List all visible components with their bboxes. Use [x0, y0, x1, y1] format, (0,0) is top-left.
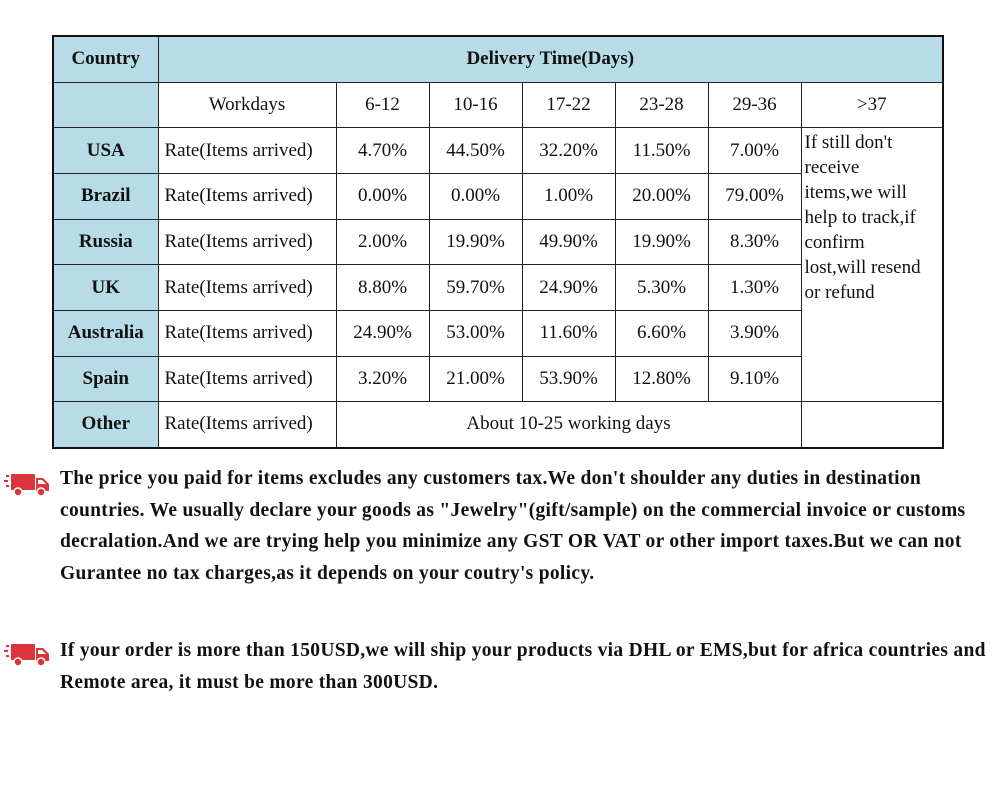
- table-row: [53, 402, 943, 448]
- rate-value: 79.00%: [708, 173, 801, 219]
- workdays-label: Workdays: [158, 82, 336, 128]
- country-cell: USA: [53, 128, 158, 174]
- rate-value: 2.00%: [336, 219, 429, 265]
- rate-value: 4.70%: [336, 128, 429, 174]
- rate-value: 21.00%: [429, 356, 522, 402]
- rate-value: 5.30%: [615, 265, 708, 311]
- delivery-truck-icon: [4, 472, 50, 498]
- rate-value: 44.50%: [429, 128, 522, 174]
- rate-label: Rate(Items arrived): [158, 219, 336, 265]
- rate-value: 11.60%: [522, 310, 615, 356]
- rate-value: 7.00%: [708, 128, 801, 174]
- rate-value: 9.10%: [708, 356, 801, 402]
- note-line: If still don't: [804, 132, 893, 154]
- rate-label: Rate(Items arrived): [158, 173, 336, 219]
- country-cell: Brazil: [53, 173, 158, 219]
- rate-value: 8.30%: [708, 219, 801, 265]
- range-header: >37: [801, 82, 943, 128]
- rate-label: Rate(Items arrived): [158, 128, 336, 174]
- rate-value: 6.60%: [615, 310, 708, 356]
- range-header: 29-36: [708, 82, 801, 128]
- rate-value: 20.00%: [615, 173, 708, 219]
- rate-value: 0.00%: [336, 173, 429, 219]
- tracking-note: [801, 128, 943, 402]
- shipping-notice-text: If your order is more than 150USD,we will ship your products via DHL or EMS,but for africa countries and Remote area, it must be more than 300USD.: [60, 640, 986, 693]
- country-column-header: Country: [53, 36, 158, 82]
- note-line: confirm: [804, 232, 865, 254]
- rate-value: 19.90%: [429, 219, 522, 265]
- country-cell: Spain: [53, 356, 158, 402]
- rate-value: 3.90%: [708, 310, 801, 356]
- range-header: 23-28: [615, 82, 708, 128]
- rate-value: 1.30%: [708, 265, 801, 311]
- country-cell: UK: [53, 265, 158, 311]
- rate-value: 24.90%: [336, 310, 429, 356]
- note-line: receive: [804, 157, 860, 179]
- rate-value: 3.20%: [336, 356, 429, 402]
- tax-notice-text: The price you paid for items excludes any customers tax.We don't shoulder any duties in destination countries. We usually declare your goods as "Jewelry"(gift/sample) on the commercial invoice or customs decralation.And we are trying help you minimize any GST OR VAT or other import taxes.But we can not Gurantee no tax charges,as it depends on your coutry's policy.: [60, 468, 966, 584]
- rate-value: 11.50%: [615, 128, 708, 174]
- rate-value: 0.00%: [429, 173, 522, 219]
- delivery-time-title: Delivery Time(Days): [158, 36, 943, 82]
- delivery-time-table: [52, 35, 944, 449]
- rate-label: Rate(Items arrived): [158, 310, 336, 356]
- rate-label: Rate(Items arrived): [158, 265, 336, 311]
- rate-value: 8.80%: [336, 265, 429, 311]
- country-cell: Russia: [53, 219, 158, 265]
- table-row: [53, 128, 943, 174]
- range-header: 6-12: [336, 82, 429, 128]
- rate-value: 53.90%: [522, 356, 615, 402]
- rate-value: 59.70%: [429, 265, 522, 311]
- rate-value: 1.00%: [522, 173, 615, 219]
- rate-value: 19.90%: [615, 219, 708, 265]
- delivery-truck-icon: [4, 642, 50, 668]
- rate-label: Rate(Items arrived): [158, 402, 336, 448]
- note-line: help to track,if: [804, 207, 916, 229]
- range-header: 17-22: [522, 82, 615, 128]
- rate-value: 53.00%: [429, 310, 522, 356]
- other-delivery-time: About 10-25 working days: [336, 402, 801, 448]
- rate-value: 24.90%: [522, 265, 615, 311]
- rate-value: 32.20%: [522, 128, 615, 174]
- country-cell: Other: [53, 402, 158, 448]
- note-line: items,we will: [804, 182, 907, 204]
- country-cell: Australia: [53, 310, 158, 356]
- range-header: 10-16: [429, 82, 522, 128]
- empty-cell: [801, 402, 943, 448]
- rate-value: 12.80%: [615, 356, 708, 402]
- rate-label: Rate(Items arrived): [158, 356, 336, 402]
- note-line: or refund: [804, 282, 875, 304]
- empty-header-cell: [53, 82, 158, 128]
- rate-value: 49.90%: [522, 219, 615, 265]
- note-line: lost,will resend: [804, 257, 921, 279]
